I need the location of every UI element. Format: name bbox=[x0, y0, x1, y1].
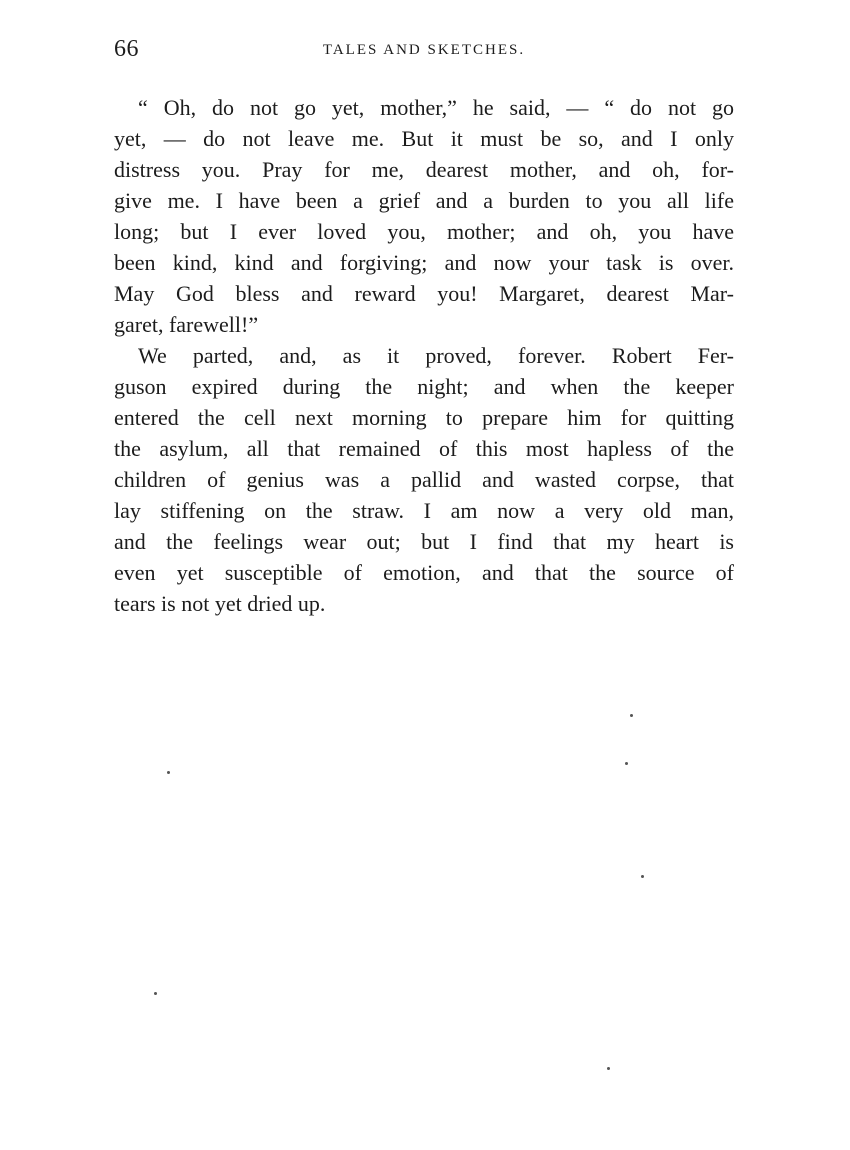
text-line: lay stiffening on the straw. I am now a very old man, bbox=[114, 498, 734, 523]
text-line: entered the cell next morning to prepare him for quitting bbox=[114, 405, 734, 430]
text-line: distress you. Pray for me, dearest mother, and oh, for- bbox=[114, 157, 734, 182]
text-line: May God bless and reward you! Margaret, dearest Mar- bbox=[114, 281, 734, 306]
body-text bbox=[114, 92, 734, 619]
paragraph-2 bbox=[114, 340, 734, 619]
text-line: guson expired during the night; and when the keeper bbox=[114, 374, 734, 399]
text-line: long; but I ever loved you, mother; and oh, you have bbox=[114, 219, 734, 244]
running-title: TALES AND SKETCHES. bbox=[322, 42, 526, 58]
paragraph-1 bbox=[114, 92, 734, 340]
paper-speck bbox=[154, 992, 157, 995]
text-line: tears is not yet dried up. bbox=[114, 591, 326, 616]
paper-speck bbox=[630, 714, 633, 717]
paper-speck bbox=[167, 771, 170, 774]
paper-speck bbox=[607, 1067, 610, 1070]
text-line: even yet susceptible of emotion, and that the source of bbox=[114, 560, 734, 585]
page-number: 66 bbox=[114, 36, 139, 62]
text-line: garet, farewell!” bbox=[114, 312, 259, 337]
text-line: children of genius was a pallid and wasted corpse, that bbox=[114, 467, 734, 492]
text-line: the asylum, all that remained of this most hapless of the bbox=[114, 436, 734, 461]
text-line: give me. I have been a grief and a burden to you all life bbox=[114, 188, 734, 213]
paper-speck bbox=[641, 875, 644, 878]
text-line: We parted, and, as it proved, forever. Robert Fer- bbox=[138, 343, 734, 368]
running-head bbox=[114, 36, 734, 66]
text-line: and the feelings wear out; but I find that my heart is bbox=[114, 529, 734, 554]
text-line: yet, — do not leave me. But it must be so, and I only bbox=[114, 126, 734, 151]
paper-speck bbox=[625, 762, 628, 765]
text-line: “ Oh, do not go yet, mother,” he said, — “ do not go bbox=[138, 95, 734, 120]
text-line: been kind, kind and forgiving; and now your task is over. bbox=[114, 250, 734, 275]
